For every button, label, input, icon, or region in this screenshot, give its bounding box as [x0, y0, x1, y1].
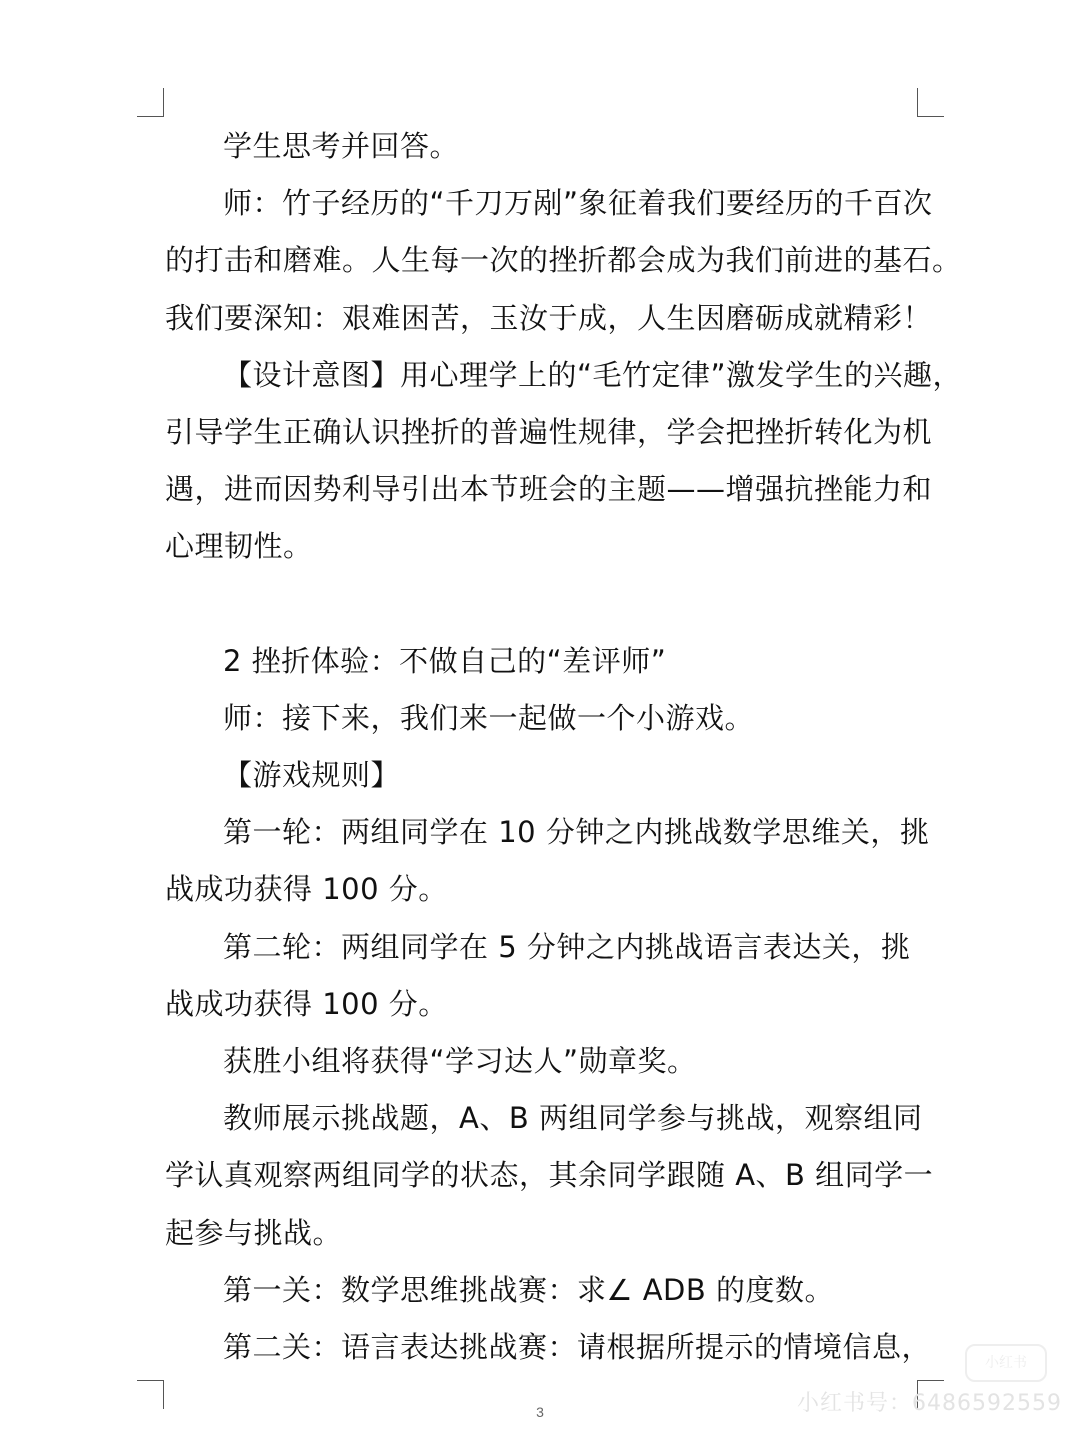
- watermark-text: 小红书号：6486592559: [797, 1391, 1062, 1416]
- text-line: 师：接下来，我们来一起做一个小游戏。: [223, 700, 755, 735]
- section-heading: 2 挫折体验：不做自己的“差评师”: [223, 643, 667, 678]
- text-line: 【设计意图】用心理学上的“毛竹定律”激发学生的兴趣，: [223, 357, 963, 392]
- text-line: 战成功获得 100 分。: [165, 986, 448, 1021]
- text-line: 【游戏规则】: [223, 758, 401, 793]
- document-body: [165, 118, 963, 1376]
- watermark-logo: 小红书: [965, 1344, 1047, 1382]
- text-line: 的打击和磨难。人生每一次的挫折都会成为我们前进的基石。: [165, 243, 962, 278]
- paragraph-gap: [165, 576, 925, 633]
- text-line: 第一关：数学思维挑战赛：求∠ ADB 的度数。: [223, 1272, 834, 1307]
- text-line: 第二轮：两组同学在 5 分钟之内挑战语言表达关，挑: [223, 929, 911, 964]
- text-line: 获胜小组将获得“学习达人”勋章奖。: [223, 1044, 697, 1079]
- text-line: 学生思考并回答。: [223, 129, 460, 163]
- text-line: 教师展示挑战题，A、B 两组同学参与挑战，观察组同: [223, 1101, 923, 1136]
- text-line: 师：竹子经历的“千刀万剐”象征着我们要经历的千百次: [223, 186, 933, 221]
- text-line: 我们要深知：艰难困苦，玉汝于成，人生因磨砺成就精彩！: [165, 300, 933, 335]
- text-line: 学认真观察两组同学的状态，其余同学跟随 A、B 组同学一: [165, 1158, 934, 1193]
- text-line: 第二关：语言表达挑战赛：请根据所提示的情境信息，: [223, 1330, 932, 1365]
- text-line: 引导学生正确认识挫折的普遍性规律，学会把挫折转化为机: [165, 415, 933, 450]
- page-number: 3: [536, 1404, 544, 1420]
- crop-mark-top-right: [917, 88, 944, 117]
- text-line: 心理韧性。: [165, 529, 313, 564]
- text-line: 起参与挑战。: [165, 1215, 343, 1250]
- text-line: 第一轮：两组同学在 10 分钟之内挑战数学思维关，挑: [223, 815, 930, 850]
- text-line: 战成功获得 100 分。: [165, 872, 448, 907]
- text-line: 遇，进而因势利导引出本节班会的主题——增强抗挫能力和: [165, 472, 933, 507]
- crop-mark-top-left: [137, 88, 164, 117]
